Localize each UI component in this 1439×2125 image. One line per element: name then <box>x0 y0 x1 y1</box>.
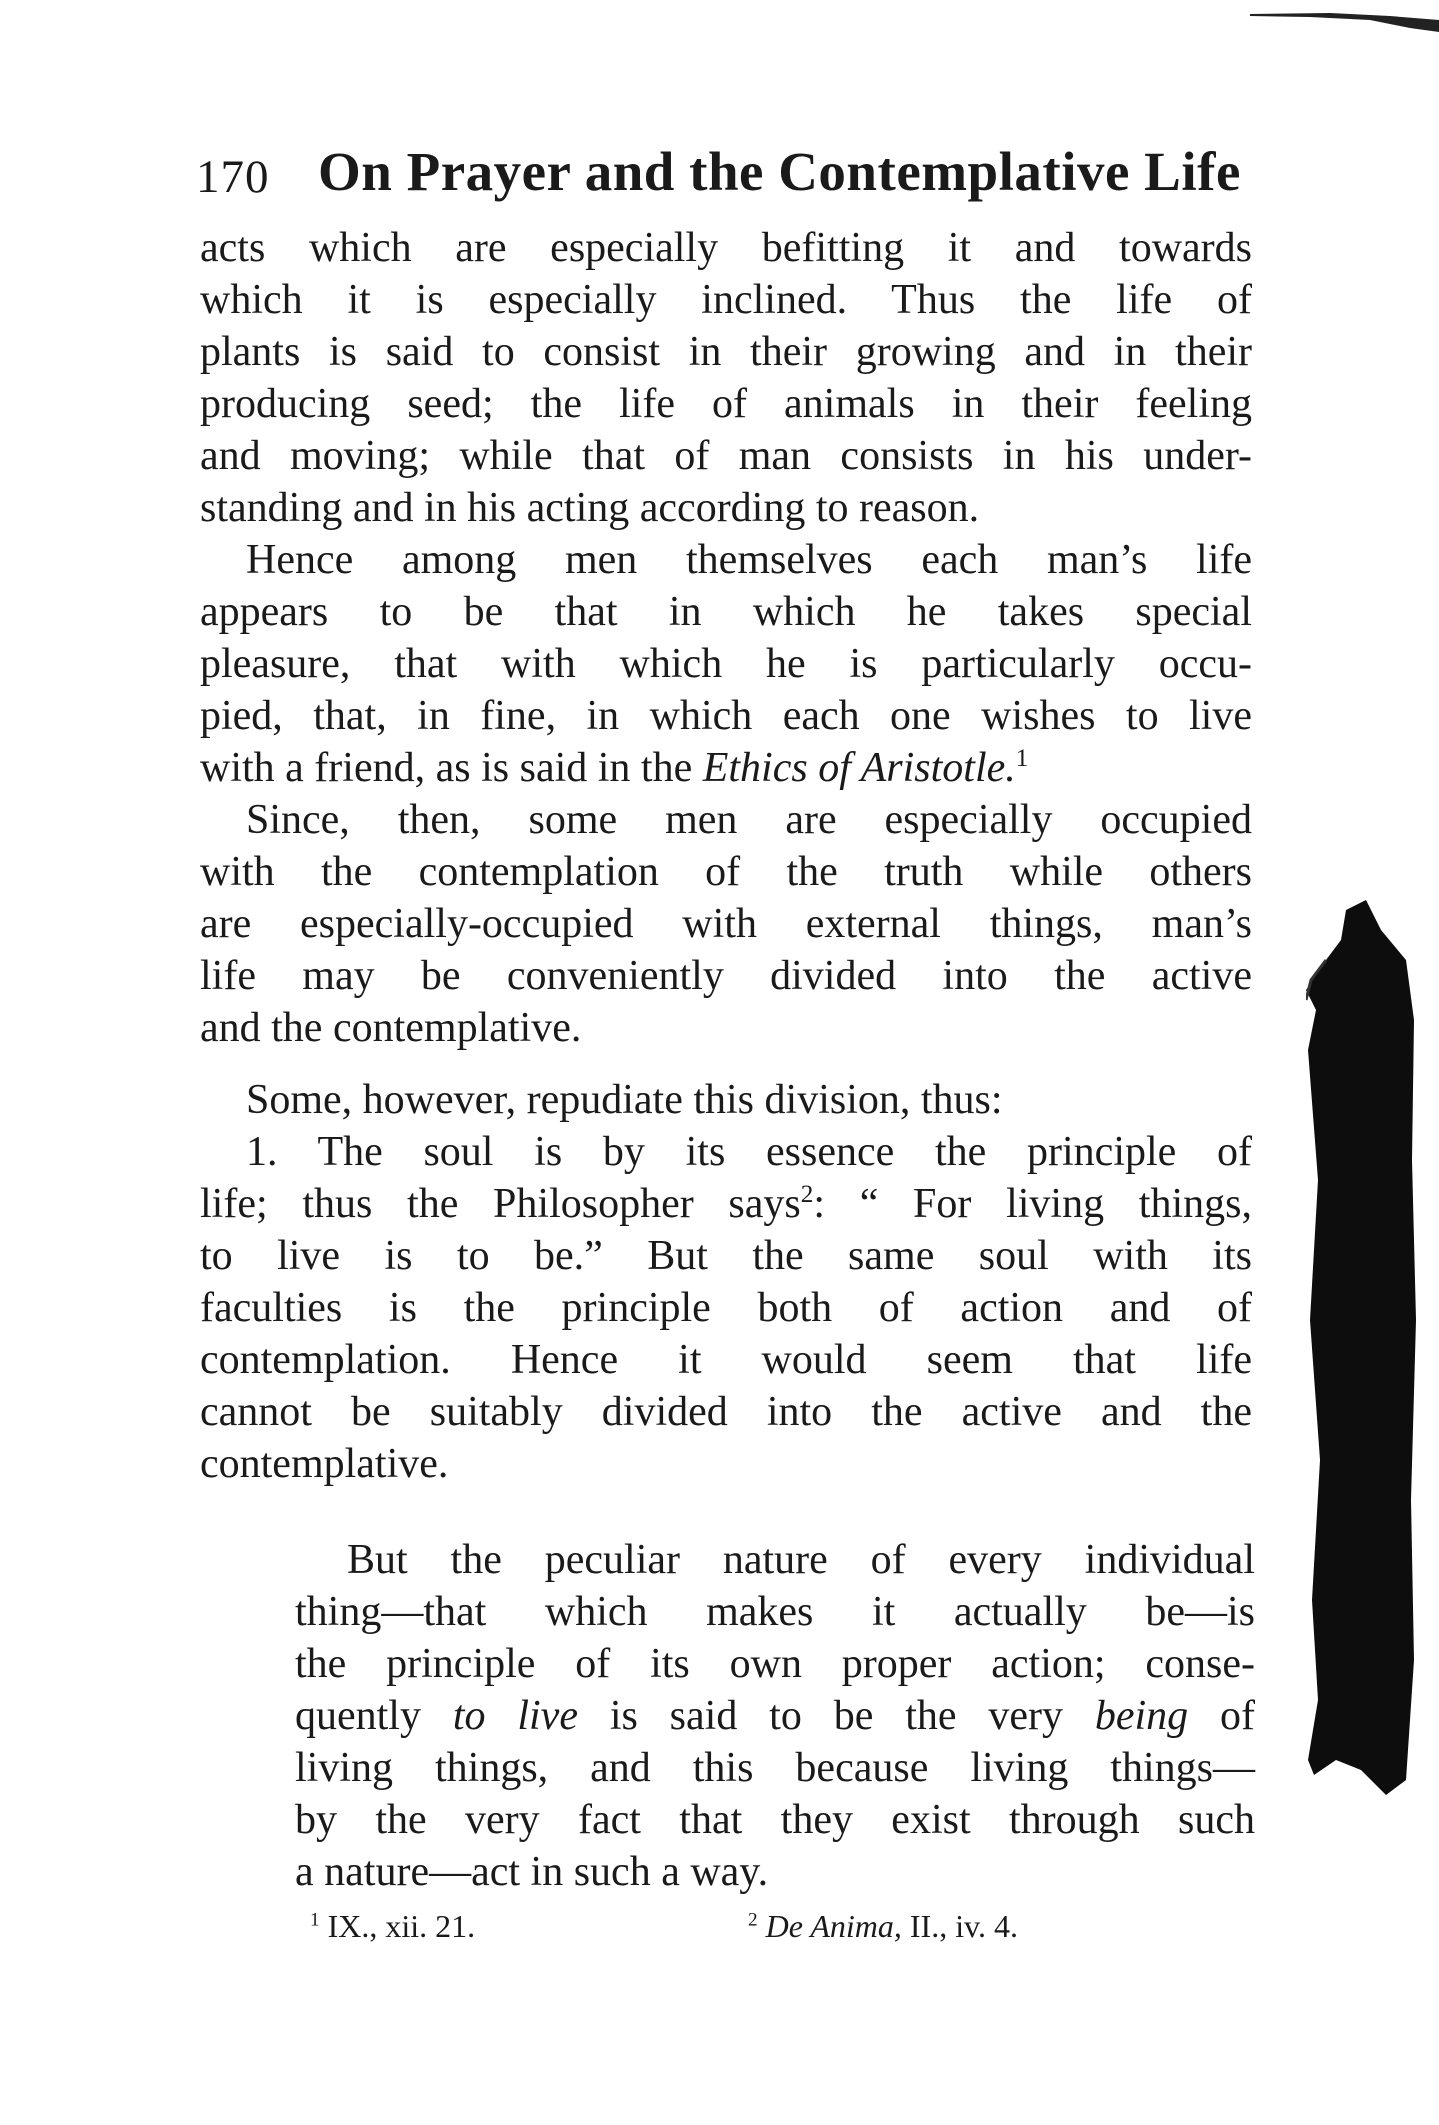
text-line: cannot be suitably divided into the active and the <box>200 1389 1252 1435</box>
text-line: Hence among men themselves each man’s life <box>246 537 1252 583</box>
main-text <box>200 222 1252 1490</box>
text-fragment: of <box>1188 1693 1255 1739</box>
quote-line: a nature—act in such a way. <box>295 1849 769 1895</box>
footnote-marker: 1 <box>310 1909 320 1931</box>
quote-line: by the very fact that they exist through such <box>295 1797 1255 1843</box>
text-line: pied, that, in fine, in which each one wishes to live <box>200 693 1252 739</box>
text-line: which it is especially inclined. Thus the life of <box>200 277 1252 323</box>
footnote-text: II., iv. 4. <box>901 1908 1018 1944</box>
text-line: life may be conveniently divided into the active <box>200 953 1252 999</box>
text-line: and the contemplative. <box>200 1005 582 1051</box>
text-line <box>200 742 1252 794</box>
text-line: Some, however, repudiate this division, thus: <box>246 1077 1003 1123</box>
footnote-ref-1: 1 <box>1015 745 1029 772</box>
text-line: faculties is the principle both of action and of <box>200 1285 1252 1331</box>
text-fragment: quently <box>295 1693 453 1739</box>
text-line: acts which are especially befitting it and towards <box>200 225 1252 271</box>
footnote-marker: 2 <box>748 1909 758 1931</box>
page-header <box>196 140 1256 210</box>
text-line: appears to be that in which he takes special <box>200 589 1252 635</box>
footnote-ref-2: 2 <box>800 1181 814 1208</box>
quote-line: thing—that which makes it actually be—is <box>295 1589 1255 1635</box>
page-number: 170 <box>196 151 270 203</box>
scan-edge-mark <box>1250 10 1439 40</box>
emphasis-to-live: to live <box>452 1693 578 1739</box>
footnote-book-title: De Anima, <box>757 1908 902 1944</box>
text-fragment: with a friend, as is said in the <box>200 745 703 791</box>
text-line: 1. The soul is by its essence the principle of <box>246 1129 1252 1175</box>
block-quote <box>295 1534 1255 1898</box>
footnote-1 <box>310 1908 475 1945</box>
quote-line <box>295 1690 1255 1742</box>
text-line: standing and in his acting according to reason. <box>200 485 980 531</box>
paragraph-gap <box>200 1054 1252 1074</box>
footnote-text: IX., xii. 21. <box>319 1908 476 1944</box>
quote-line: the principle of its own proper action; conse- <box>295 1641 1255 1687</box>
text-fragment: : “ For living things, <box>813 1181 1252 1227</box>
text-line <box>200 1178 1252 1230</box>
quote-line: living things, and this because living things— <box>295 1745 1255 1791</box>
footnotes <box>310 1908 1210 1958</box>
text-line: are especially-occupied with external things, man’s <box>200 901 1252 947</box>
book-title-ethics: Ethics of Aristotle. <box>702 745 1016 791</box>
text-fragment: life; thus the Philosopher says <box>200 1181 801 1227</box>
footnote-2 <box>748 1908 1018 1945</box>
quote-line: But the peculiar nature of every individual <box>347 1537 1255 1583</box>
text-line: with the contemplation of the truth while others <box>200 849 1252 895</box>
scan-binding-shadow <box>1306 900 1416 1800</box>
text-line: pleasure, that with which he is particularly occu- <box>200 641 1252 687</box>
text-line: Since, then, some men are especially occupied <box>246 797 1252 843</box>
emphasis-being: being <box>1094 1693 1189 1739</box>
text-line: contemplative. <box>200 1441 449 1487</box>
text-line: plants is said to consist in their growing and in their <box>200 329 1252 375</box>
text-line: producing seed; the life of animals in their feeling <box>200 381 1252 427</box>
text-line: and moving; while that of man consists in his under- <box>200 433 1252 479</box>
text-line: contemplation. Hence it would seem that life <box>200 1337 1252 1383</box>
text-line: to live is to be.” But the same soul with its <box>200 1233 1252 1279</box>
text-fragment: is said to be the very <box>577 1693 1095 1739</box>
running-title: On Prayer and the Contemplative Life <box>318 141 1241 202</box>
